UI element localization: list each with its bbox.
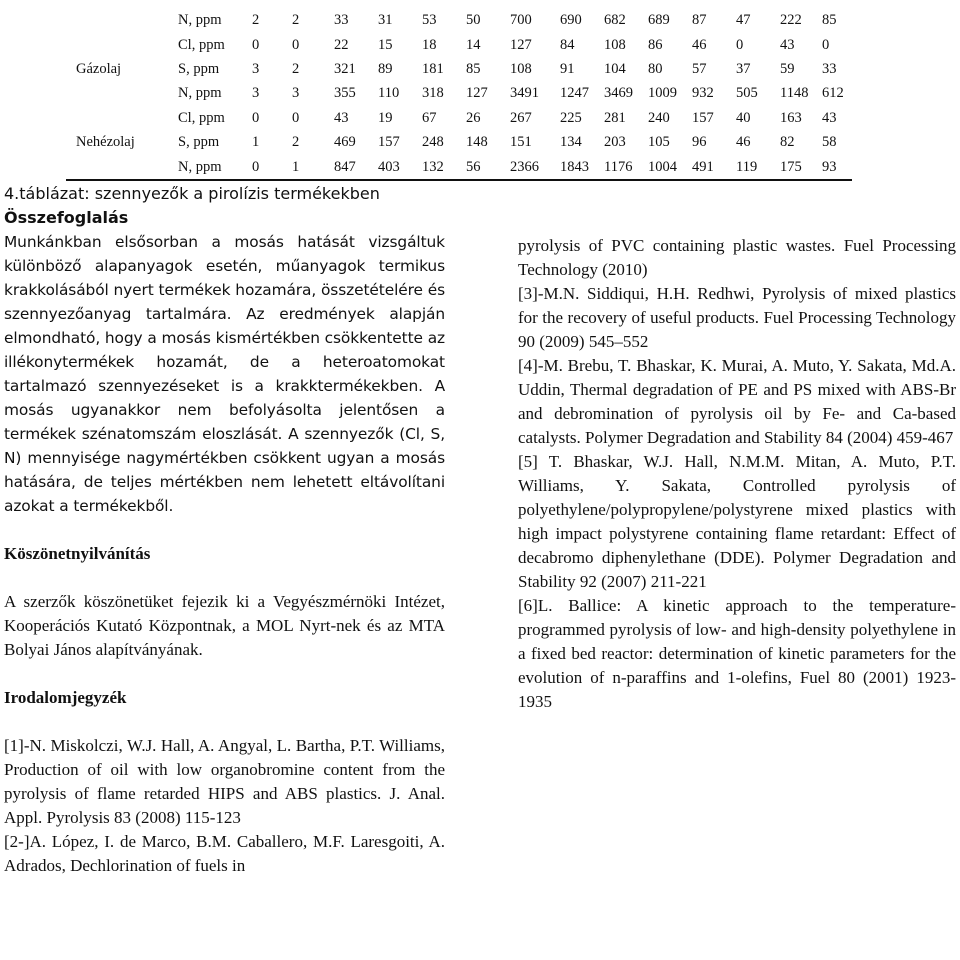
table-value-cell: 15 xyxy=(378,36,393,53)
table-value-cell: 84 xyxy=(560,36,575,53)
table-value-cell: 2366 xyxy=(510,154,560,179)
table-group-cell xyxy=(66,32,174,56)
table-value-cell: 1148 xyxy=(780,85,809,102)
table-value-cell: 119 xyxy=(736,154,780,179)
table-value-cell: 46 xyxy=(736,134,751,151)
table-param-cell: N, ppm xyxy=(174,154,252,179)
table-row xyxy=(66,57,852,81)
table-value-cell: 47 xyxy=(736,12,751,29)
table-value-cell: 110 xyxy=(378,85,400,102)
table-value-cell: 3 xyxy=(252,85,260,102)
table-value-cell: 2 xyxy=(292,12,300,29)
table-value-cell: 847 xyxy=(334,154,378,179)
table-value-cell: 43 xyxy=(822,109,837,126)
table-row xyxy=(66,130,852,154)
references-heading: Irodalomjegyzék xyxy=(4,688,127,707)
table-group-cell xyxy=(66,81,174,105)
table-value-cell: 86 xyxy=(648,36,663,53)
table-value-cell: 26 xyxy=(466,109,481,126)
summary-text: Munkánkban elsősorban a mosás hatását vizsgáltuk különböző alapanyagok esetén, műanyagok termikus krakkolásából nyert termékek hozamára, összetételére és szennyezőanyag tartalmára. Az eredmények alapján elmondható, hogy a mosás kismértékben csökkentette az illékonytermékek hozamát, de a heteroatomokat tartalmazó szennyezéseket is a krakktermékekben. A mosás ugyanakkor nem befolyásolta jelentősen a termékek szénatomszám eloszlását. A szennyezők (Cl, S, N) mennyisége nagymértékben csökkent ugyan a mosás hatására, de teljes mértékben nem lehetett eltávolítani azokat a termékekből. xyxy=(4,233,445,515)
table-param-cell: N, ppm xyxy=(178,85,222,102)
table-param-cell: N, ppm xyxy=(178,12,222,29)
table-value-cell: 80 xyxy=(648,60,663,77)
table-value-cell: 53 xyxy=(422,12,437,29)
table-value-cell: 14 xyxy=(466,36,481,53)
table-value-cell: 281 xyxy=(604,109,626,126)
table-value-cell: 682 xyxy=(604,12,626,29)
table-value-cell: 58 xyxy=(822,134,837,151)
table-row xyxy=(66,8,852,32)
table-value-cell: 2 xyxy=(252,12,260,29)
table-value-cell: 240 xyxy=(648,109,670,126)
table-value-cell: 0 xyxy=(252,109,260,126)
table-value-cell: 56 xyxy=(466,154,510,179)
reference-item: [5] T. Bhaskar, W.J. Hall, N.M.M. Mitan, A. Muto, P.T. Williams, Y. Sakata, Controlled pyrolysis of polyethylene/polypropylene/polystyrene mixed plastics with high impact polystyrene containing flame retardant: Effect of decabromo diphenylethane (DDE). Polymer Degradation and Stability 92 (2007) 211-221 xyxy=(518,452,956,591)
table-value-cell: 93 xyxy=(822,154,852,179)
table-value-cell: 1 xyxy=(292,154,334,179)
table-value-cell: 1176 xyxy=(604,154,648,179)
summary-heading: Összefoglalás xyxy=(4,208,129,227)
table-value-cell: 0 xyxy=(292,36,300,53)
table-value-cell: 108 xyxy=(604,36,626,53)
table-value-cell: 43 xyxy=(780,36,795,53)
reference-item: [1]-N. Miskolczi, W.J. Hall, A. Angyal, L. Bartha, P.T. Williams, Production of oil with low organobromine content from the pyrolysis of flame retarded HIPS and ABS plastics. J. Anal. Appl. Pyrolysis 83 (2008) 115-123 xyxy=(4,736,445,827)
table-value-cell: 37 xyxy=(736,60,751,77)
table-value-cell: 85 xyxy=(466,60,481,77)
table-param-cell: Cl, ppm xyxy=(178,109,225,126)
table-value-cell: 3 xyxy=(252,60,260,77)
table-row xyxy=(66,154,852,179)
table-value-cell: 1843 xyxy=(560,154,604,179)
acknowledgement-text: A szerzők köszönetüket fejezik ki a Vegyészmérnöki Intézet, Kooperációs Kutató Központnak, a MOL Nyrt-nek és az MTA Bolyai János alapítványának. xyxy=(4,592,445,659)
table-value-cell: 175 xyxy=(780,154,822,179)
table-value-cell: 469 xyxy=(334,134,356,151)
table-value-cell: 0 xyxy=(252,154,292,179)
table-value-cell: 1004 xyxy=(648,154,692,179)
left-column xyxy=(4,182,445,878)
table-value-cell: 2 xyxy=(292,60,300,77)
table-value-cell: 67 xyxy=(422,109,437,126)
reference-item: [6]L. Ballice: A kinetic approach to the temperature-programmed pyrolysis of low- and high-density polyethylene in a fixed bed reactor: determination of kinetic parameters for the evolution of n-paraffins and 1-olefins, Fuel 80 (2001) 1923-1935 xyxy=(518,596,956,711)
table-row xyxy=(66,32,852,56)
table-value-cell: 163 xyxy=(780,109,802,126)
table-value-cell: 0 xyxy=(292,109,300,126)
table-value-cell: 33 xyxy=(822,60,837,77)
table-value-cell: 612 xyxy=(822,85,844,102)
table-value-cell: 18 xyxy=(422,36,437,53)
table-value-cell: 148 xyxy=(466,134,488,151)
table-value-cell: 932 xyxy=(692,85,714,102)
reference-item: pyrolysis of PVC containing plastic wastes. Fuel Processing Technology (2010) xyxy=(518,236,956,279)
table-value-cell: 1009 xyxy=(648,85,677,102)
table-value-cell: 59 xyxy=(780,60,795,77)
table-value-cell: 82 xyxy=(780,134,795,151)
table-group-cell xyxy=(66,106,174,130)
table-value-cell: 203 xyxy=(604,134,626,151)
table-value-cell: 91 xyxy=(560,60,575,77)
table-value-cell: 132 xyxy=(422,154,466,179)
table-value-cell: 43 xyxy=(334,109,349,126)
table-value-cell: 40 xyxy=(736,109,751,126)
table-value-cell: 491 xyxy=(692,154,736,179)
table-value-cell: 225 xyxy=(560,109,582,126)
table-group-cell xyxy=(66,154,174,179)
table-value-cell: 134 xyxy=(560,134,582,151)
table-value-cell: 3 xyxy=(292,85,300,102)
acknowledgement-heading: Köszönetnyilvánítás xyxy=(4,544,151,563)
table-value-cell: 87 xyxy=(692,12,707,29)
pollutant-table xyxy=(66,8,852,181)
table-value-cell: 19 xyxy=(378,109,393,126)
table-value-cell: 108 xyxy=(510,60,532,77)
table-value-cell: 3491 xyxy=(510,85,539,102)
table-value-cell: 505 xyxy=(736,85,758,102)
table-value-cell: 50 xyxy=(466,12,481,29)
table-row xyxy=(66,106,852,130)
table-value-cell: 127 xyxy=(466,85,488,102)
table-value-cell: 85 xyxy=(822,12,837,29)
table-value-cell: 248 xyxy=(422,134,444,151)
table-value-cell: 690 xyxy=(560,12,582,29)
table-value-cell: 151 xyxy=(510,134,532,151)
table-value-cell: 318 xyxy=(422,85,444,102)
table-value-cell: 689 xyxy=(648,12,670,29)
reference-item: [3]-M.N. Siddiqui, H.H. Redhwi, Pyrolysis of mixed plastics for the recovery of useful products. Fuel Processing Technology 90 (2009) 545–552 xyxy=(518,284,956,351)
table-value-cell: 46 xyxy=(692,36,707,53)
table-value-cell: 2 xyxy=(292,134,300,151)
right-column xyxy=(518,234,956,714)
table-value-cell: 1 xyxy=(252,134,260,151)
table-value-cell: 1247 xyxy=(560,85,589,102)
table-value-cell: 57 xyxy=(692,60,707,77)
table-value-cell: 267 xyxy=(510,109,532,126)
table-caption: 4.táblázat: szennyezők a pirolízis termékekben xyxy=(4,184,380,203)
table-value-cell: 3469 xyxy=(604,85,633,102)
reference-item: [4]-M. Brebu, T. Bhaskar, K. Murai, A. Muto, Y. Sakata, Md.A. Uddin, Thermal degradation of PE and PS mixed with ABS-Br and debromination of pyrolysis oil by Fe- and Ca-based catalysts. Polymer Degradation and Stability 84 (2004) 459-467 xyxy=(518,356,956,447)
table-value-cell: 0 xyxy=(252,36,260,53)
table-group-cell: Nehézolaj xyxy=(76,134,135,151)
table-value-cell: 355 xyxy=(334,85,356,102)
table-value-cell: 104 xyxy=(604,60,626,77)
table-param-cell: Cl, ppm xyxy=(178,36,225,53)
table-param-cell: S, ppm xyxy=(178,134,220,151)
table-group-cell: Gázolaj xyxy=(76,60,122,77)
table-value-cell: 0 xyxy=(822,36,830,53)
table-value-cell: 96 xyxy=(692,134,707,151)
table-param-cell: S, ppm xyxy=(178,60,220,77)
table-row xyxy=(66,81,852,105)
table-value-cell: 403 xyxy=(378,154,422,179)
table-value-cell: 127 xyxy=(510,36,532,53)
table-value-cell: 33 xyxy=(334,12,349,29)
table-group-cell xyxy=(66,8,174,32)
reference-item: [2-]A. López, I. de Marco, B.M. Caballero, M.F. Laresgoiti, A. Adrados, Dechlorination of fuels in xyxy=(4,832,445,875)
table-value-cell: 105 xyxy=(648,134,670,151)
table-value-cell: 22 xyxy=(334,36,349,53)
table-value-cell: 181 xyxy=(422,60,444,77)
table-value-cell: 157 xyxy=(692,109,714,126)
table-value-cell: 700 xyxy=(510,12,532,29)
table-value-cell: 31 xyxy=(378,12,393,29)
table-value-cell: 89 xyxy=(378,60,393,77)
table-value-cell: 222 xyxy=(780,12,802,29)
table-value-cell: 321 xyxy=(334,60,356,77)
table-value-cell: 157 xyxy=(378,134,400,151)
table-value-cell: 0 xyxy=(736,36,744,53)
